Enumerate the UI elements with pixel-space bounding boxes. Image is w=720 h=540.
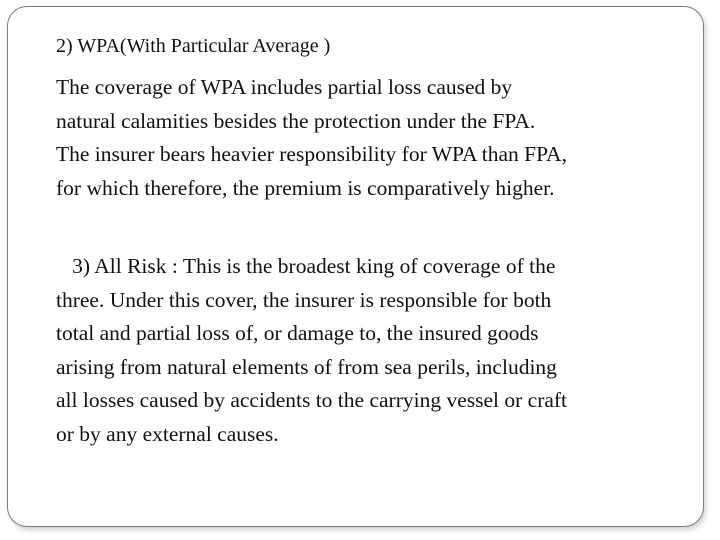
- paragraph-line: natural calamities besides the protection under the FPA.: [56, 108, 536, 133]
- paragraph-line: arising from natural elements of from sea perils, including: [56, 354, 557, 379]
- section-heading-wpa: 2) WPA(With Particular Average ): [56, 35, 331, 57]
- paragraph-line: The coverage of WPA includes partial loss caused by: [56, 75, 513, 99]
- paragraph-line: all losses caused by accidents to the carrying vessel or craft: [56, 388, 568, 413]
- paragraph-line: The insurer bears heavier responsibility for WPA than FPA,: [56, 142, 567, 167]
- paragraph-all-risk-description: [56, 250, 567, 452]
- paragraph-line: 3) All Risk : This is the broadest king of coverage of the: [56, 254, 556, 278]
- paragraph-line: three. Under this cover, the insurer is responsible for both: [56, 287, 552, 312]
- paragraph-wpa-description: [56, 71, 567, 205]
- paragraph-line: for which therefore, the premium is comparatively higher.: [56, 175, 555, 200]
- paragraph-line: total and partial loss of, or damage to, the insured goods: [56, 321, 539, 346]
- paragraph-line: or by any external causes.: [56, 421, 279, 446]
